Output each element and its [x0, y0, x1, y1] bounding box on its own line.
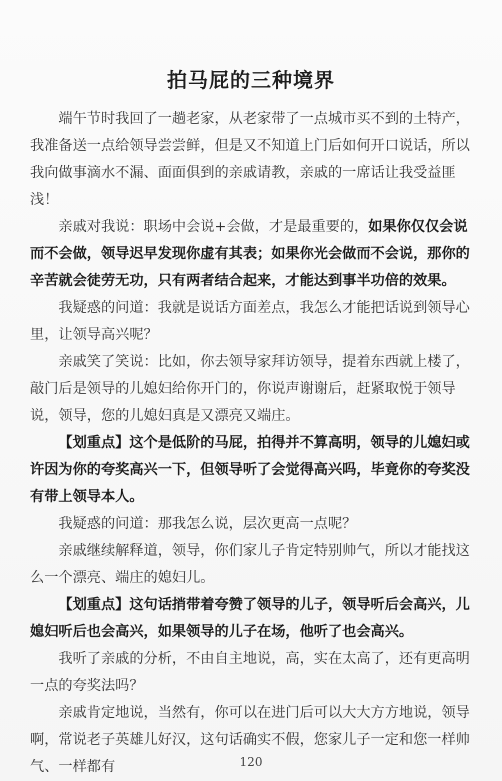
paragraph-1: 端午节时我回了一趟老家，从老家带了一点城市买不到的土特产，我准备送一点给领导尝尝鲜，但是又不知道上门后如何开口说话，所以我向做事滴水不漏、面面俱到的亲戚请教，亲戚的一席话让我受益匪浅！	[30, 111, 470, 208]
article-body	[30, 106, 474, 781]
paragraph-3: 我疑惑的问道：我就是说话方面差点，我怎么才能把话说到领导心里，让领导高兴呢？	[30, 300, 470, 343]
paragraph-7: 亲戚继续解释道，领导，你们家儿子肯定特别帅气，所以才能找这么一个漂亮、端庄的媳妇儿。	[30, 543, 470, 586]
paragraph-6: 我疑惑的问道：那我怎么说，层次更高一点呢？	[58, 516, 357, 532]
page-title: 拍马屁的三种境界	[167, 68, 335, 92]
paragraph-10: 亲戚肯定地说，当然有，你可以在进门后可以大大方方地说，领导啊，常说老子英雄儿好汉，这句话确实不假，您家儿子一定和您一样帅气、一样都有	[30, 705, 470, 775]
paragraph-2-lead: 亲戚对我说：职场中会说+会做，才是最重要的，	[58, 219, 369, 235]
paragraph-2-emphasis: 如果你仅仅会说而不会做，领导迟早发现你虚有其表；如果你光会做而不会说，那你的辛苦就会徒劳无功，只有两者结合起来，才能达到事半功倍的效果。	[30, 219, 470, 289]
paragraph-2	[30, 214, 474, 295]
key-point-2: 【划重点】这句话捎带着夸赞了领导的儿子，领导听后会高兴，儿媳妇听后也会高兴，如果领导的儿子在场，他听了也会高兴。	[30, 597, 470, 640]
key-point-1: 【划重点】这个是低阶的马屁，拍得并不算高明，领导的儿媳妇或许因为你的夸奖高兴一下，但领导听了会觉得高兴吗，毕竟你的夸奖没有带上领导本人。	[30, 435, 470, 505]
paragraph-9: 我听了亲戚的分析，不由自主地说，高，实在太高了，还有更高明一点的夸奖法吗？	[30, 651, 470, 694]
page-number: 120	[239, 755, 263, 769]
paragraph-4: 亲戚笑了笑说：比如，你去领导家拜访领导，提着东西就上楼了，敲门后是领导的儿媳妇给你开门的，你说声谢谢后，赶紧取悦于领导说，领导，您的儿媳妇真是又漂亮又端庄。	[30, 354, 470, 424]
